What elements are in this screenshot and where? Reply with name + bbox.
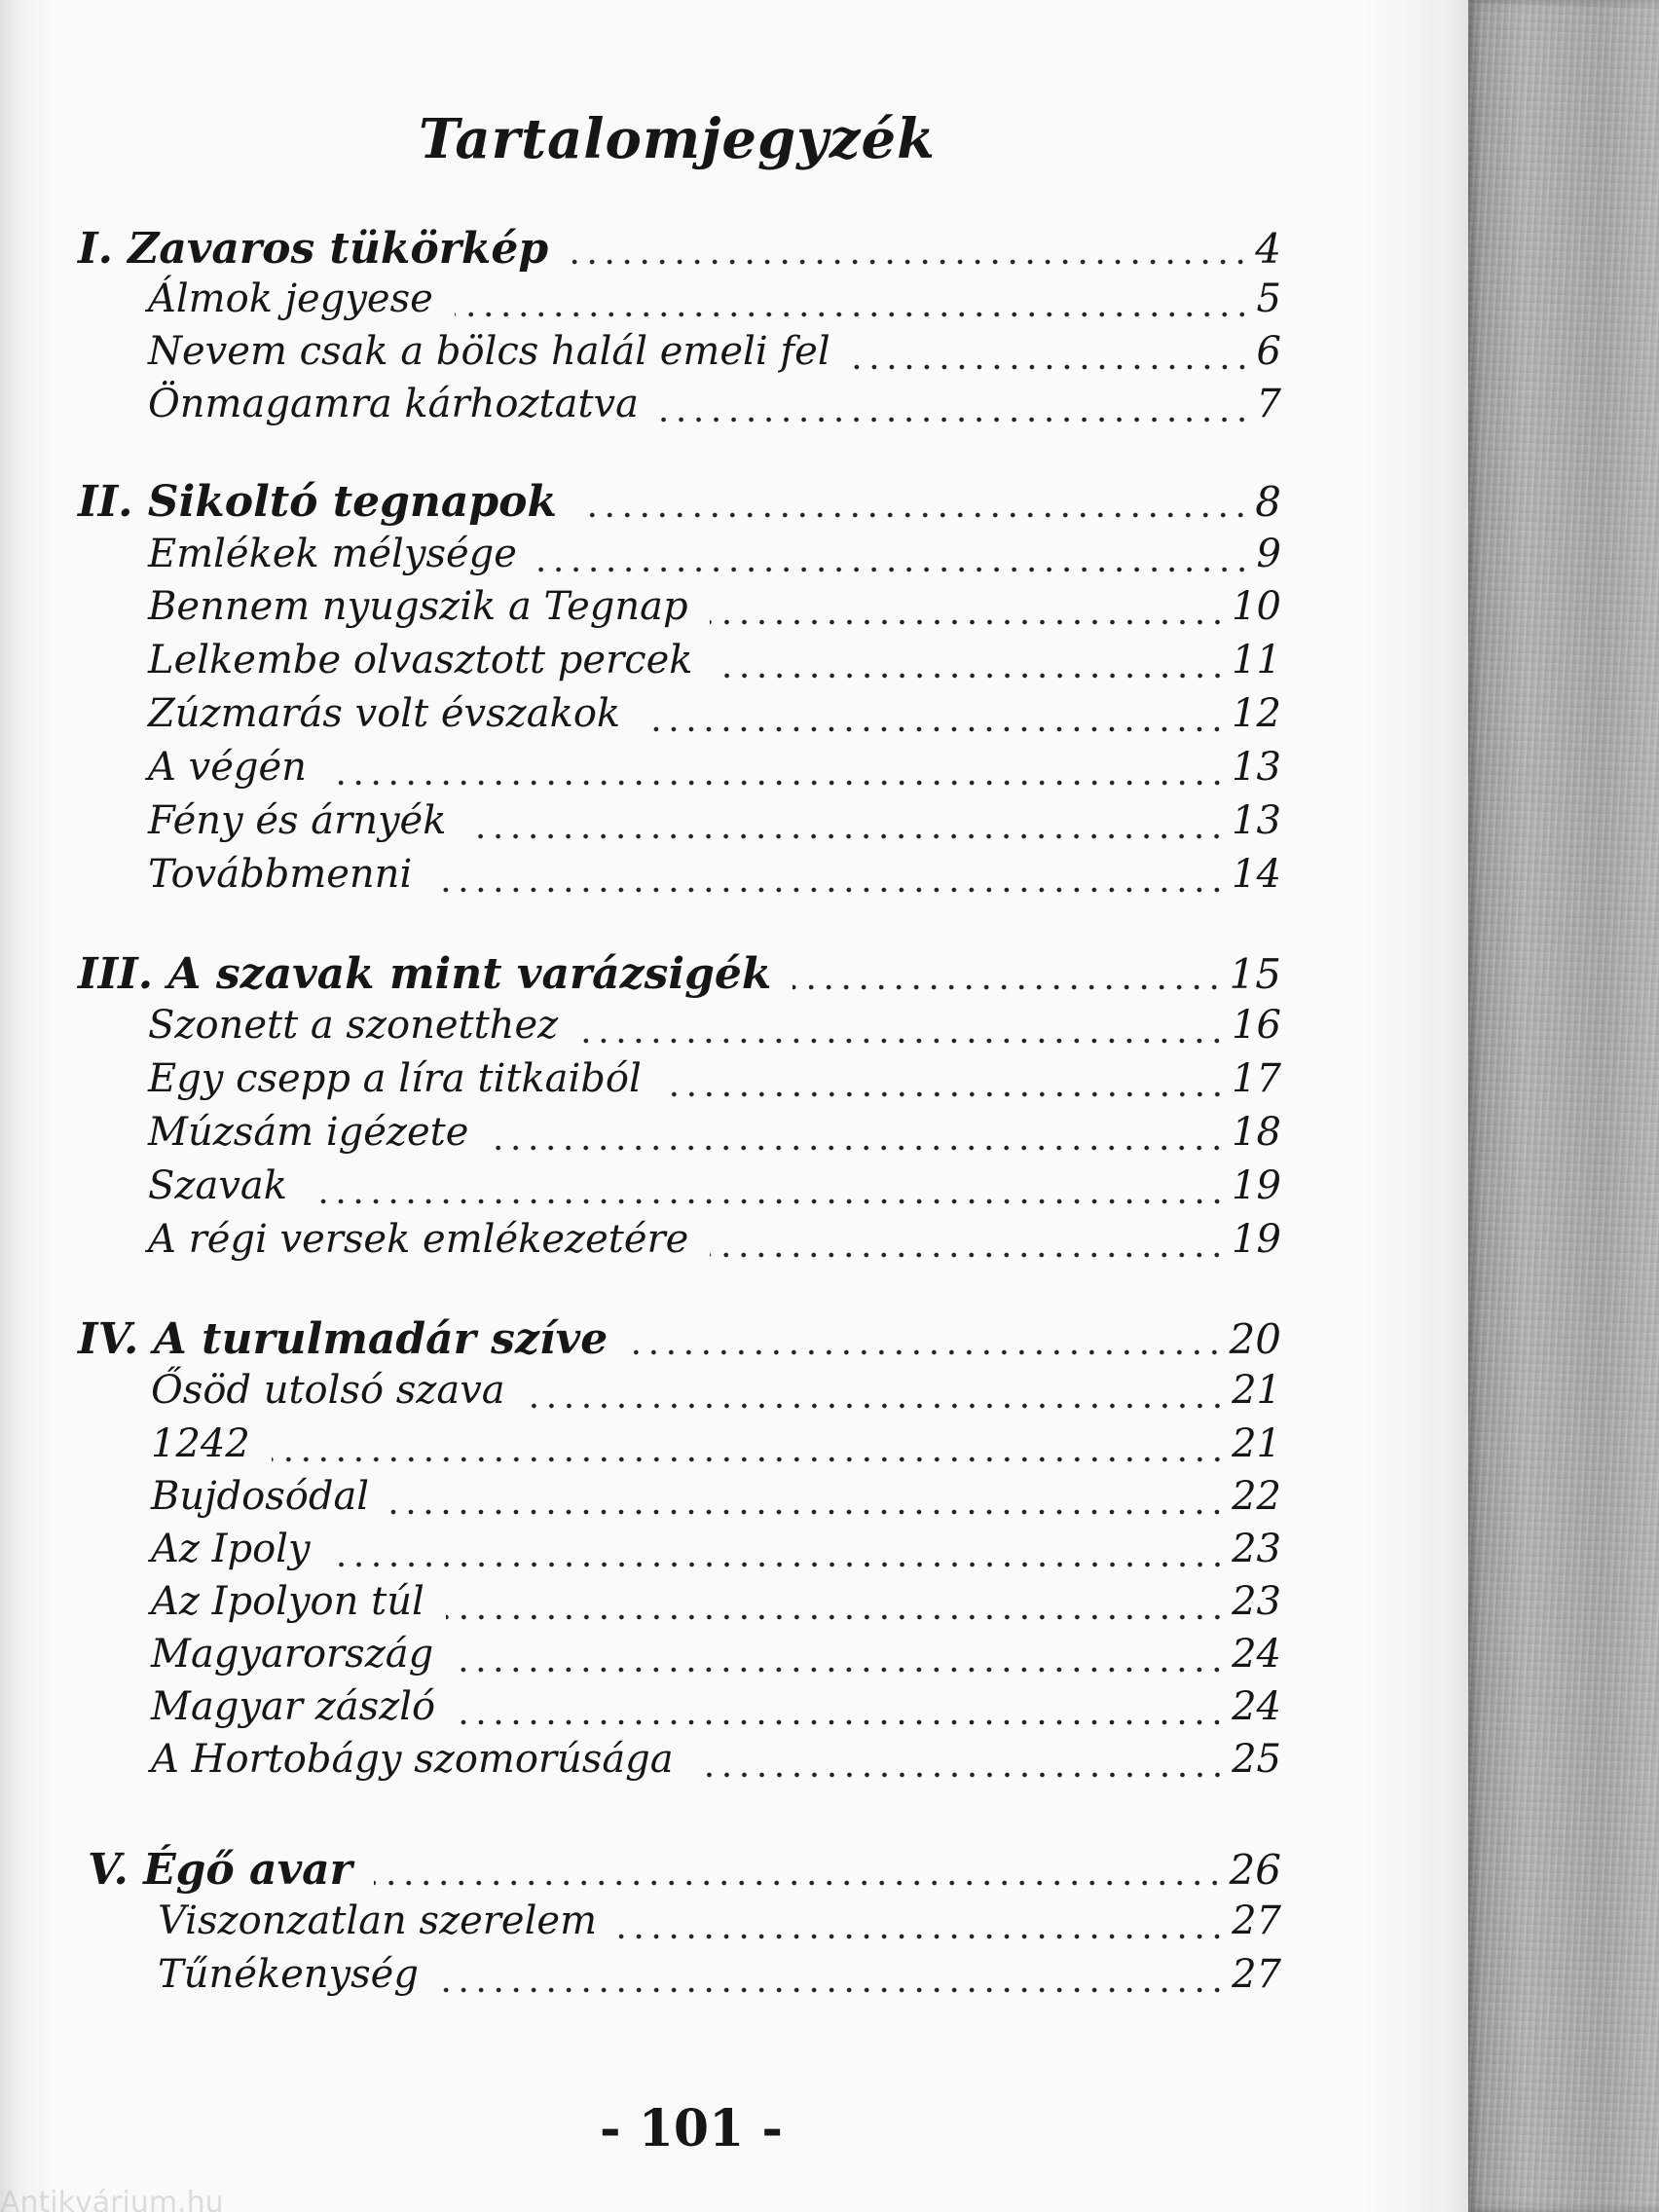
dot-leader <box>455 1667 1226 1673</box>
dot-leader <box>793 984 1223 990</box>
dot-leader <box>660 417 1251 423</box>
toc-entry <box>151 1421 1281 1474</box>
dot-leader <box>570 259 1249 265</box>
toc-entry <box>148 1217 1281 1270</box>
toc-page-number: 27 <box>1232 1899 1281 1943</box>
toc-page-number: 20 <box>1229 1315 1281 1363</box>
toc-page-number: 24 <box>1232 1684 1281 1729</box>
toc-chapter-title: V. Égő avar <box>88 1845 352 1895</box>
toc-page-number: 26 <box>1229 1846 1281 1894</box>
toc-entry-title: Zúzmarás volt évszakok <box>148 691 621 736</box>
toc-entry-title: Fény és árnyék <box>148 798 447 843</box>
toc-entry <box>148 798 1281 851</box>
toc-chapter-title: I. Zavaros tükörkép <box>78 224 549 274</box>
toc-entry-title: Továbbmenni <box>148 852 413 897</box>
toc-page-number: 12 <box>1232 691 1281 736</box>
toc-entry <box>151 1737 1281 1789</box>
toc-page-number: 23 <box>1232 1527 1281 1571</box>
toc-entry <box>148 532 1281 584</box>
dot-leader <box>629 1349 1223 1355</box>
page-title: Tartalomjegyzék <box>419 107 936 171</box>
toc-entry-title: Emlékek mélysége <box>148 532 517 576</box>
dot-leader <box>642 726 1226 732</box>
dot-leader <box>446 1614 1226 1620</box>
toc-entry-title: Szavak <box>148 1163 288 1208</box>
toc-chapter <box>78 477 1281 530</box>
dot-leader <box>715 673 1227 679</box>
toc-page-number: 8 <box>1255 478 1281 526</box>
toc-entry <box>148 1110 1281 1162</box>
toc-entry-title: Lelkembe olvasztott percek <box>148 638 693 682</box>
toc-entry-title: Magyar zászló <box>151 1684 436 1729</box>
dot-leader <box>578 512 1249 518</box>
dot-leader <box>663 1091 1226 1097</box>
toc-page-number: 21 <box>1232 1368 1281 1413</box>
toc-entry-title: A régi versek emlékezetére <box>148 1217 689 1262</box>
toc-entry-title: 1242 <box>151 1421 250 1466</box>
toc-page-number: 5 <box>1256 276 1281 321</box>
toc-page-number: 25 <box>1232 1737 1281 1782</box>
toc-entry <box>148 329 1281 382</box>
toc-entry <box>151 1474 1281 1527</box>
dot-leader <box>710 619 1226 625</box>
toc-page-number: 22 <box>1232 1474 1281 1519</box>
dot-leader <box>332 1562 1227 1567</box>
toc-page-number: 14 <box>1232 852 1281 897</box>
toc-entry <box>148 852 1281 904</box>
toc-entry <box>148 382 1281 434</box>
dot-leader <box>695 1772 1226 1778</box>
toc-entry <box>148 1056 1281 1109</box>
toc-entry-title: Magyarország <box>151 1632 434 1677</box>
toc-entry <box>151 1632 1281 1684</box>
toc-page-number: 23 <box>1232 1579 1281 1624</box>
toc-page-number: 27 <box>1232 1952 1281 1997</box>
toc-entry-title: Az Ipoly <box>151 1527 311 1571</box>
toc-page-number: 13 <box>1232 745 1281 790</box>
toc-entry <box>151 1579 1281 1632</box>
toc-entry-title: Egy csepp a líra titkaiból <box>148 1056 642 1101</box>
dot-leader <box>272 1456 1226 1462</box>
toc-entry-title: Nevem csak a bölcs halál emeli fel <box>148 329 830 374</box>
dot-leader <box>455 312 1251 317</box>
toc-entry-title: A végén <box>148 745 307 790</box>
toc-entry <box>158 1952 1281 2005</box>
toc-entry <box>151 1527 1281 1579</box>
dot-leader <box>457 1719 1226 1725</box>
toc-entry <box>148 745 1281 797</box>
toc-entry-title: Szonett a szonetthez <box>148 1003 559 1048</box>
toc-chapter-title: II. Sikoltó tegnapok <box>78 477 558 527</box>
dot-leader <box>538 567 1251 572</box>
dot-leader <box>374 1880 1224 1886</box>
watermark: Antikvárium.hu <box>0 2186 224 2212</box>
toc-entry <box>148 584 1281 637</box>
book-spine <box>1468 0 1659 2212</box>
toc-page-number: 16 <box>1232 1003 1281 1048</box>
toc-page-number: 15 <box>1229 950 1281 998</box>
toc-page-number: 10 <box>1232 584 1281 629</box>
dot-leader <box>390 1509 1226 1515</box>
toc-entry <box>148 1003 1281 1055</box>
toc-chapter <box>88 1845 1281 1898</box>
toc-entry <box>148 1163 1281 1216</box>
toc-entry-title: A Hortobágy szomorúsága <box>151 1737 674 1782</box>
dot-leader <box>852 364 1251 370</box>
page-number: - 101 - <box>600 2099 783 2158</box>
toc-page-number: 6 <box>1256 329 1281 374</box>
toc-entry <box>148 276 1281 329</box>
dot-leader <box>579 1038 1226 1044</box>
toc-entry <box>148 638 1281 690</box>
toc-entry <box>148 691 1281 744</box>
toc-page-number: 18 <box>1232 1110 1281 1155</box>
dot-leader <box>309 1198 1226 1204</box>
toc-page-number: 17 <box>1232 1056 1281 1101</box>
dot-leader <box>328 780 1226 786</box>
toc-entry-title: Bennem nyugszik a Tegnap <box>148 584 688 629</box>
dot-leader <box>527 1403 1226 1409</box>
toc-entry-title: Az Ipolyon túl <box>151 1579 424 1624</box>
toc-page-number: 4 <box>1255 225 1281 273</box>
toc-entry-title: Ősöd utolsó szava <box>151 1368 505 1413</box>
toc-page-number: 19 <box>1232 1217 1281 1262</box>
toc-entry-title: Múzsám igézete <box>148 1110 469 1155</box>
toc-entry <box>151 1368 1281 1420</box>
toc-page-number: 11 <box>1232 638 1281 682</box>
toc-chapter-title: IV. A turulmadár szíve <box>78 1314 608 1364</box>
toc-chapter <box>78 1314 1281 1367</box>
toc-entry <box>158 1899 1281 1951</box>
toc-page-number: 19 <box>1232 1163 1281 1208</box>
toc-chapter-title: III. A szavak mint varázsigék <box>78 949 772 999</box>
toc-page-number: 21 <box>1232 1421 1281 1466</box>
toc-entry-title: Tűnékenység <box>158 1952 419 1997</box>
dot-leader <box>490 1145 1226 1151</box>
toc-entry-title: Önmagamra kárhoztatva <box>148 382 639 426</box>
dot-leader <box>467 833 1226 839</box>
toc-page-number: 7 <box>1256 382 1281 426</box>
dot-leader <box>618 1934 1226 1939</box>
dot-leader <box>440 1987 1226 1993</box>
toc-entry-title: Bujdosódal <box>151 1474 370 1519</box>
toc-chapter <box>78 949 1281 1002</box>
dot-leader <box>710 1252 1226 1258</box>
toc-page-number: 9 <box>1256 532 1281 576</box>
dot-leader <box>433 887 1226 893</box>
toc-entry <box>151 1684 1281 1737</box>
toc-entry-title: Álmok jegyese <box>148 276 433 321</box>
toc-page-number: 13 <box>1232 798 1281 843</box>
toc-chapter <box>78 224 1281 276</box>
toc-page-number: 24 <box>1232 1632 1281 1677</box>
toc-entry-title: Viszonzatlan szerelem <box>158 1899 597 1943</box>
